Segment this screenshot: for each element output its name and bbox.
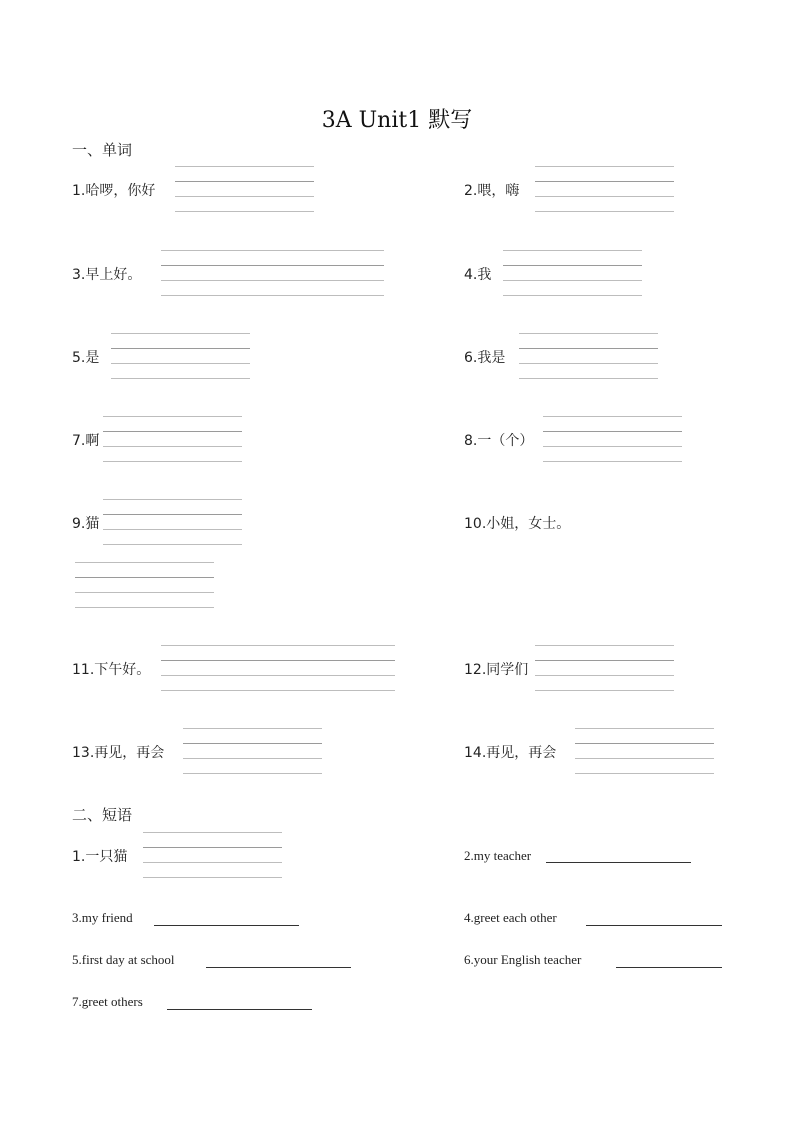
phrase-writing-lines-1[interactable] (143, 832, 282, 878)
word-label-13: 13.再见，再会 (72, 745, 165, 761)
phrase-answer-line-4[interactable] (586, 925, 722, 926)
section-words-heading: 一、单词 (72, 141, 133, 159)
word-label-1: 1.哈啰，你好 (72, 183, 156, 199)
writing-lines-11[interactable] (161, 645, 395, 691)
writing-lines-7[interactable] (103, 416, 242, 462)
writing-lines-6[interactable] (519, 333, 658, 379)
phrase-answer-line-2[interactable] (546, 862, 691, 863)
word-label-2: 2.喂，嗨 (464, 183, 520, 199)
phrase-answer-line-3[interactable] (154, 925, 299, 926)
writing-lines-13[interactable] (183, 728, 322, 774)
writing-lines-1[interactable] (175, 166, 314, 212)
writing-lines-4[interactable] (503, 250, 642, 296)
phrase-label-3: 3.my friend (72, 910, 133, 925)
word-label-5: 5.是 (72, 350, 100, 366)
word-label-6: 6.我是 (464, 350, 506, 366)
writing-lines-3[interactable] (161, 250, 384, 296)
phrase-label-7: 7.greet others (72, 994, 143, 1009)
word-label-3: 3.早上好。 (72, 267, 142, 283)
word-label-9: 9.猫 (72, 516, 100, 532)
phrase-label-1: 1.一只猫 (72, 849, 128, 865)
phrase-label-4: 4.greet each other (464, 910, 557, 925)
word-label-12: 12.同学们 (464, 662, 529, 678)
phrase-answer-line-5[interactable] (206, 967, 351, 968)
writing-lines-9[interactable] (103, 499, 242, 545)
writing-lines-14[interactable] (575, 728, 714, 774)
phrase-label-5: 5.first day at school (72, 952, 175, 967)
writing-lines-10[interactable] (75, 562, 214, 608)
writing-lines-12[interactable] (535, 645, 674, 691)
word-label-8: 8.一（个） (464, 433, 534, 449)
word-label-10: 10.小姐，女士。 (464, 516, 571, 532)
phrase-label-2: 2.my teacher (464, 848, 532, 863)
section-phrases-heading: 二、短语 (72, 806, 133, 824)
word-label-4: 4.我 (464, 267, 492, 283)
writing-lines-8[interactable] (543, 416, 682, 462)
page-title: 3A Unit1 默写 (321, 108, 473, 133)
word-label-14: 14.再见，再会 (464, 745, 557, 761)
writing-lines-2[interactable] (535, 166, 674, 212)
word-label-7: 7.啊 (72, 433, 100, 449)
phrase-answer-line-7[interactable] (167, 1009, 312, 1010)
phrase-label-6: 6.your English teacher (464, 952, 582, 967)
writing-lines-5[interactable] (111, 333, 250, 379)
phrase-answer-line-6[interactable] (616, 967, 722, 968)
word-label-11: 11.下午好。 (72, 662, 151, 678)
